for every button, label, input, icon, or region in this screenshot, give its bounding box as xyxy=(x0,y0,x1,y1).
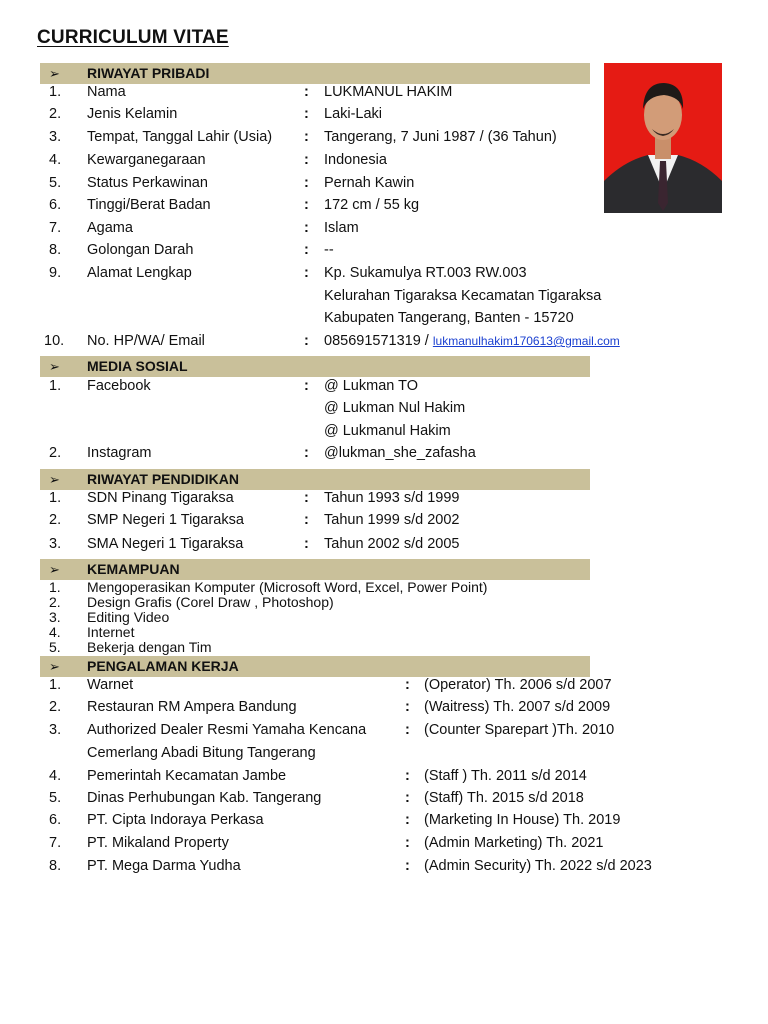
item-label: Status Perkawinan xyxy=(87,175,208,191)
item-number: 3. xyxy=(49,722,62,738)
list-item xyxy=(0,510,768,530)
list-item xyxy=(0,534,768,554)
section-header-kemampuan xyxy=(40,559,590,580)
item-number: 8. xyxy=(49,242,62,258)
item-value: Islam xyxy=(324,220,359,236)
item-value: Tahun 1999 s/d 2002 xyxy=(324,512,460,528)
item-label: Nama xyxy=(87,84,126,100)
colon-separator: : xyxy=(304,536,309,552)
item-number: 1. xyxy=(49,84,62,100)
list-item xyxy=(0,263,768,283)
list-item xyxy=(0,856,768,876)
item-label: PT. Mega Darma Yudha xyxy=(87,858,241,874)
section-title: PENGALAMAN KERJA xyxy=(87,658,239,674)
item-label: PT. Mikaland Property xyxy=(87,835,229,851)
item-number: 4. xyxy=(49,768,62,784)
colon-separator: : xyxy=(304,152,309,168)
item-number: 7. xyxy=(49,220,62,236)
colon-separator: : xyxy=(405,677,410,693)
item-label: PT. Cipta Indoraya Perkasa xyxy=(87,812,264,828)
colon-separator: : xyxy=(304,490,309,506)
list-item-continuation xyxy=(0,398,768,418)
item-label: Design Grafis (Corel Draw , Photoshop) xyxy=(87,594,334,610)
item-number: 4. xyxy=(49,152,62,168)
list-item xyxy=(0,640,768,655)
list-item xyxy=(0,833,768,853)
item-number: 2. xyxy=(49,106,62,122)
item-number: 2. xyxy=(49,594,61,610)
colon-separator: : xyxy=(304,175,309,191)
colon-separator: : xyxy=(304,333,309,349)
contact-value xyxy=(324,331,620,351)
colon-separator: : xyxy=(304,84,309,100)
arrow-bullet-icon: ➢ xyxy=(49,359,60,374)
colon-separator: : xyxy=(304,242,309,258)
item-value: Kp. Sukamulya RT.003 RW.003 xyxy=(324,265,527,281)
item-number: 6. xyxy=(49,197,62,213)
colon-separator: : xyxy=(405,790,410,806)
item-number: 3. xyxy=(49,536,62,552)
list-item-continuation xyxy=(0,308,768,328)
item-value: -- xyxy=(324,242,334,258)
item-number: 7. xyxy=(49,835,62,851)
item-number: 1. xyxy=(49,579,61,595)
item-number: 2. xyxy=(49,445,62,461)
colon-separator: : xyxy=(405,768,410,784)
item-number: 8. xyxy=(49,858,62,874)
item-value: Tahun 1993 s/d 1999 xyxy=(324,490,460,506)
item-label: Authorized Dealer Resmi Yamaha Kencana xyxy=(87,722,367,738)
list-item xyxy=(0,697,768,717)
item-label: Facebook xyxy=(87,378,151,394)
item-number: 5. xyxy=(49,790,62,806)
item-label: Kewarganegaraan xyxy=(87,152,206,168)
item-number: 5. xyxy=(49,175,62,191)
item-label: Internet xyxy=(87,624,135,640)
colon-separator: : xyxy=(304,197,309,213)
section-title: MEDIA SOSIAL xyxy=(87,358,188,374)
list-item xyxy=(0,625,768,640)
list-item xyxy=(0,610,768,625)
list-item xyxy=(0,766,768,786)
item-number: 4. xyxy=(49,624,61,640)
arrow-bullet-icon: ➢ xyxy=(49,472,60,487)
item-value: (Marketing In House) Th. 2019 xyxy=(424,812,621,828)
list-item-contact xyxy=(0,331,768,351)
item-label: SMA Negeri 1 Tigaraksa xyxy=(87,536,244,552)
item-value: Tangerang, 7 Juni 1987 / (36 Tahun) xyxy=(324,129,557,145)
item-label: Restauran RM Ampera Bandung xyxy=(87,699,297,715)
section-header-media-sosial xyxy=(40,356,590,377)
item-value: Kabupaten Tangerang, Banten - 15720 xyxy=(324,310,574,326)
list-item xyxy=(0,150,768,170)
item-value: (Waitress) Th. 2007 s/d 2009 xyxy=(424,699,611,715)
list-item xyxy=(0,195,768,215)
item-value: (Counter Sparepart )Th. 2010 xyxy=(424,722,615,738)
item-number: 2. xyxy=(49,512,62,528)
item-number: 2. xyxy=(49,699,62,715)
list-item xyxy=(0,488,768,508)
item-label: Golongan Darah xyxy=(87,242,194,258)
item-label: Tinggi/Berat Badan xyxy=(87,197,211,213)
colon-separator: : xyxy=(304,378,309,394)
section-header-riwayat-pribadi xyxy=(40,63,590,84)
section-title: KEMAMPUAN xyxy=(87,561,180,577)
item-label: Tempat, Tanggal Lahir (Usia) xyxy=(87,129,273,145)
list-item xyxy=(0,127,768,147)
item-label: Alamat Lengkap xyxy=(87,265,192,281)
colon-separator: : xyxy=(405,858,410,874)
list-item xyxy=(0,240,768,260)
item-number: 1. xyxy=(49,378,62,394)
colon-separator: : xyxy=(405,699,410,715)
item-number: 6. xyxy=(49,812,62,828)
item-value: Laki-Laki xyxy=(324,106,383,122)
item-value: Indonesia xyxy=(324,152,387,168)
list-item xyxy=(0,788,768,808)
item-value: (Staff) Th. 2015 s/d 2018 xyxy=(424,790,584,806)
list-item xyxy=(0,173,768,193)
list-item xyxy=(0,720,768,740)
arrow-bullet-icon: ➢ xyxy=(49,66,60,81)
list-item xyxy=(0,675,768,695)
item-label: Dinas Perhubungan Kab. Tangerang xyxy=(87,790,322,806)
list-item xyxy=(0,810,768,830)
item-number: 1. xyxy=(49,677,62,693)
list-item-continuation xyxy=(0,286,768,306)
colon-separator: : xyxy=(304,265,309,281)
list-item xyxy=(0,218,768,238)
item-label: Bekerja dengan Tim xyxy=(87,639,212,655)
item-value: Kelurahan Tigaraksa Kecamatan Tigaraksa xyxy=(324,288,602,304)
item-value: (Admin Marketing) Th. 2021 xyxy=(424,835,604,851)
arrow-bullet-icon: ➢ xyxy=(49,659,60,674)
colon-separator: : xyxy=(304,106,309,122)
arrow-bullet-icon: ➢ xyxy=(49,562,60,577)
colon-separator: : xyxy=(304,445,309,461)
list-item-continuation xyxy=(0,743,768,763)
item-value: Pernah Kawin xyxy=(324,175,415,191)
item-number: 1. xyxy=(49,490,62,506)
item-value: (Staff ) Th. 2011 s/d 2014 xyxy=(424,768,587,784)
item-label: Cemerlang Abadi Bitung Tangerang xyxy=(87,745,316,761)
item-value: @lukman_she_zafasha xyxy=(324,445,476,461)
item-label: No. HP/WA/ Email xyxy=(87,333,205,349)
item-label: Warnet xyxy=(87,677,134,693)
item-label: SMP Negeri 1 Tigaraksa xyxy=(87,512,244,528)
item-label: Instagram xyxy=(87,445,152,461)
list-item xyxy=(0,82,768,102)
colon-separator: : xyxy=(304,512,309,528)
colon-separator: : xyxy=(405,722,410,738)
section-title: RIWAYAT PRIBADI xyxy=(87,65,210,81)
item-number: 10. xyxy=(44,333,65,349)
colon-separator: : xyxy=(304,129,309,145)
item-label: Agama xyxy=(87,220,133,236)
item-number: 9. xyxy=(49,265,62,281)
section-header-pengalaman-kerja xyxy=(40,656,590,677)
item-value: LUKMANUL HAKIM xyxy=(324,84,453,100)
item-value: @ Lukman Nul Hakim xyxy=(324,400,466,416)
list-item-continuation xyxy=(0,421,768,441)
item-number: 3. xyxy=(49,129,62,145)
colon-separator: : xyxy=(405,835,410,851)
list-item xyxy=(0,443,768,463)
email-link[interactable]: lukmanulhakim170613@gmail.com xyxy=(432,334,620,348)
item-value: Tahun 2002 s/d 2005 xyxy=(324,536,460,552)
item-label: Mengoperasikan Komputer (Microsoft Word, Excel, Power Point) xyxy=(87,579,488,595)
item-value: 172 cm / 55 kg xyxy=(324,197,420,213)
colon-separator: : xyxy=(405,812,410,828)
section-title: RIWAYAT PENDIDIKAN xyxy=(87,471,239,487)
section-header-riwayat-pendidikan xyxy=(40,469,590,490)
item-label: SDN Pinang Tigaraksa xyxy=(87,490,234,506)
item-number: 3. xyxy=(49,609,61,625)
list-item xyxy=(0,376,768,396)
colon-separator: : xyxy=(304,220,309,236)
list-item xyxy=(0,580,768,595)
list-item xyxy=(0,595,768,610)
item-value: (Operator) Th. 2006 s/d 2007 xyxy=(424,677,612,693)
phone-number: 085691571319 / xyxy=(324,333,433,349)
item-number: 5. xyxy=(49,639,61,655)
page-title: CURRICULUM VITAE xyxy=(37,27,229,48)
item-value: @ Lukman TO xyxy=(324,378,418,394)
item-value: @ Lukmanul Hakim xyxy=(324,423,451,439)
item-value: (Admin Security) Th. 2022 s/d 2023 xyxy=(424,858,652,874)
list-item xyxy=(0,104,768,124)
item-label: Jenis Kelamin xyxy=(87,106,178,122)
item-label: Editing Video xyxy=(87,609,170,625)
item-label: Pemerintah Kecamatan Jambe xyxy=(87,768,287,784)
